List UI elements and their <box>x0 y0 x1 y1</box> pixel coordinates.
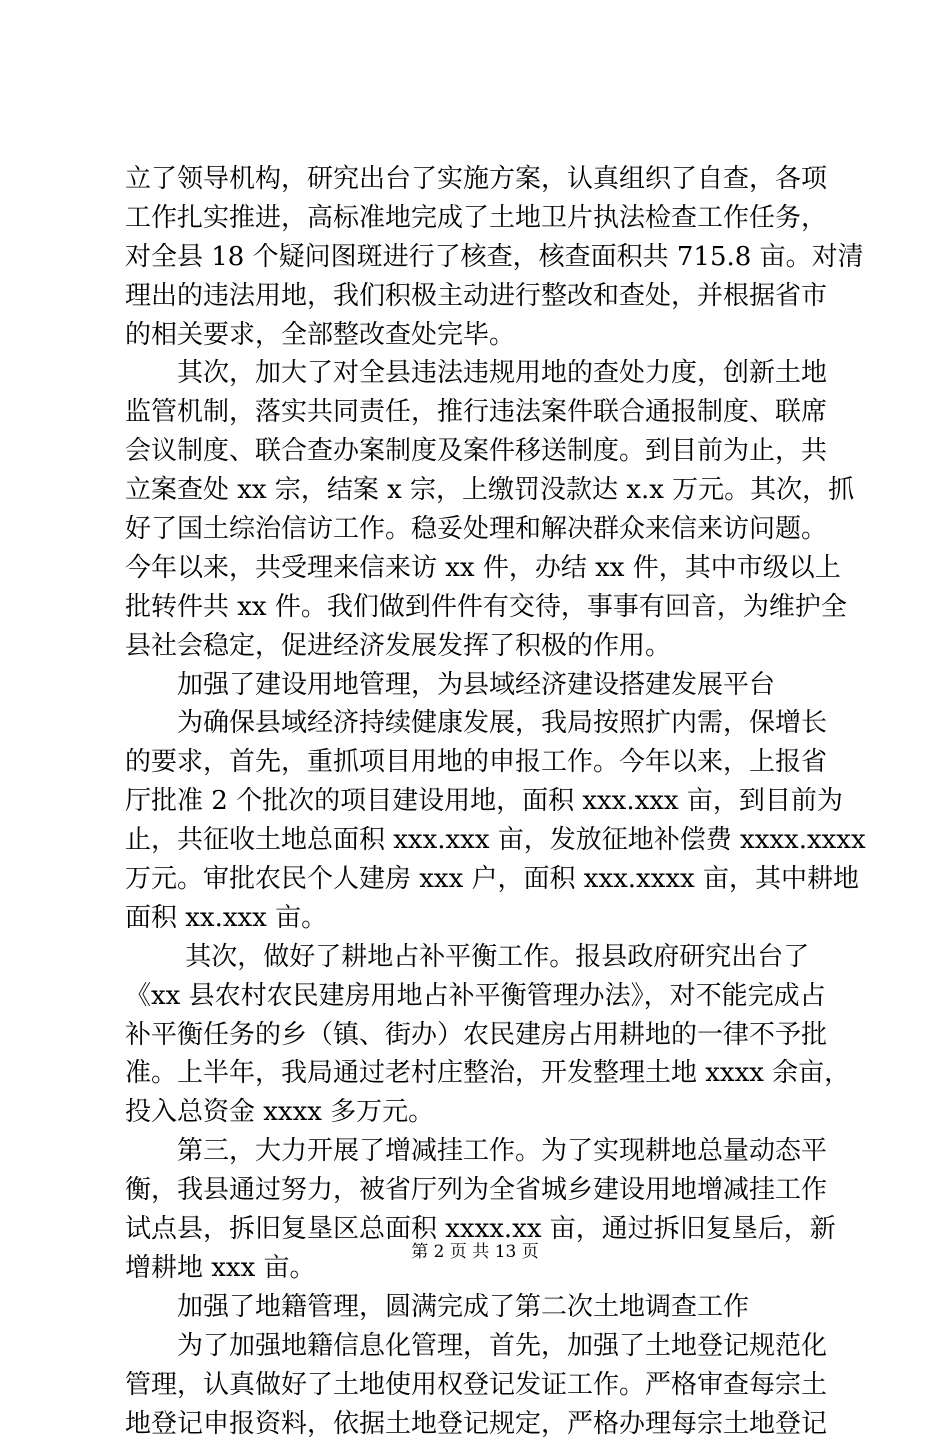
text-line: 理出的违法用地，我们积极主动进行整改和查处，并根据省市 <box>125 277 835 316</box>
text-line: 《xx 县农村农民建房用地占补平衡管理办法》，对不能完成占 <box>125 977 835 1016</box>
text-line: 准。上半年，我局通过老村庄整治，开发整理土地 xxxx 余亩， <box>125 1054 835 1093</box>
text-line: 立案查处 xx 宗，结案 x 宗，上缴罚没款达 x.x 万元。其次，抓 <box>125 471 835 510</box>
text-line: 的要求，首先，重抓项目用地的申报工作。今年以来，上报省 <box>125 743 835 782</box>
text-line: 万元。审批农民个人建房 xxx 户，面积 xxx.xxxx 亩，其中耕地 <box>125 860 835 899</box>
text-line: 止，共征收土地总面积 xxx.xxx 亩，发放征地补偿费 xxxx.xxxx <box>125 821 835 860</box>
text-line: 工作扎实推进，高标准地完成了土地卫片执法检查工作任务， <box>125 199 835 238</box>
text-line: 立了领导机构，研究出台了实施方案，认真组织了自查，各项 <box>125 160 835 199</box>
text-line: 衡，我县通过努力，被省厅列为全省城乡建设用地增减挂工作 <box>125 1171 835 1210</box>
text-line: 管理，认真做好了土地使用权登记发证工作。严格审查每宗土 <box>125 1366 835 1405</box>
text-line: 地登记申报资料，依据土地登记规定，严格办理每宗土地登记 <box>125 1405 835 1443</box>
text-line: 批转件共 xx 件。我们做到件件有交待，事事有回音，为维护全 <box>125 588 835 627</box>
text-line: 面积 xx.xxx 亩。 <box>125 899 835 938</box>
text-line: 试点县，拆旧复垦区总面积 xxxx.xx 亩，通过拆旧复垦后，新 <box>125 1210 835 1249</box>
text-line: 对全县 18 个疑问图斑进行了核查，核查面积共 715.8 亩。对清 <box>125 238 835 277</box>
text-line: 会议制度、联合查办案制度及案件移送制度。到目前为止，共 <box>125 432 835 471</box>
text-line: 补平衡任务的乡（镇、街办）农民建房占用耕地的一律不予批 <box>125 1016 835 1055</box>
text-line: 增耕地 xxx 亩。 <box>125 1249 835 1288</box>
text-line: 厅批准 2 个批次的项目建设用地，面积 xxx.xxx 亩，到目前为 <box>125 782 835 821</box>
text-line: 加强了地籍管理，圆满完成了第二次土地调查工作 <box>125 1288 835 1327</box>
text-line: 其次，做好了耕地占补平衡工作。报县政府研究出台了 <box>125 938 835 977</box>
text-line: 第三，大力开展了增减挂工作。为了实现耕地总量动态平 <box>125 1132 835 1171</box>
text-line: 的相关要求，全部整改查处完毕。 <box>125 316 835 355</box>
text-line: 好了国土综治信访工作。稳妥处理和解决群众来信来访问题。 <box>125 510 835 549</box>
text-line: 加强了建设用地管理，为县域经济建设搭建发展平台 <box>125 666 835 705</box>
text-line: 监管机制，落实共同责任，推行违法案件联合通报制度、联席 <box>125 393 835 432</box>
text-line: 为了加强地籍信息化管理，首先，加强了土地登记规范化 <box>125 1327 835 1366</box>
text-line: 今年以来，共受理来信来访 xx 件，办结 xx 件，其中市级以上 <box>125 549 835 588</box>
text-line: 县社会稳定，促进经济发展发挥了积极的作用。 <box>125 627 835 666</box>
text-line: 为确保县域经济持续健康发展，我局按照扩内需，保增长 <box>125 704 835 743</box>
page-footer: 第 2 页 共 13 页 <box>0 1241 950 1263</box>
text-line: 投入总资金 xxxx 多万元。 <box>125 1093 835 1132</box>
text-line: 其次，加大了对全县违法违规用地的查处力度，创新土地 <box>125 354 835 393</box>
